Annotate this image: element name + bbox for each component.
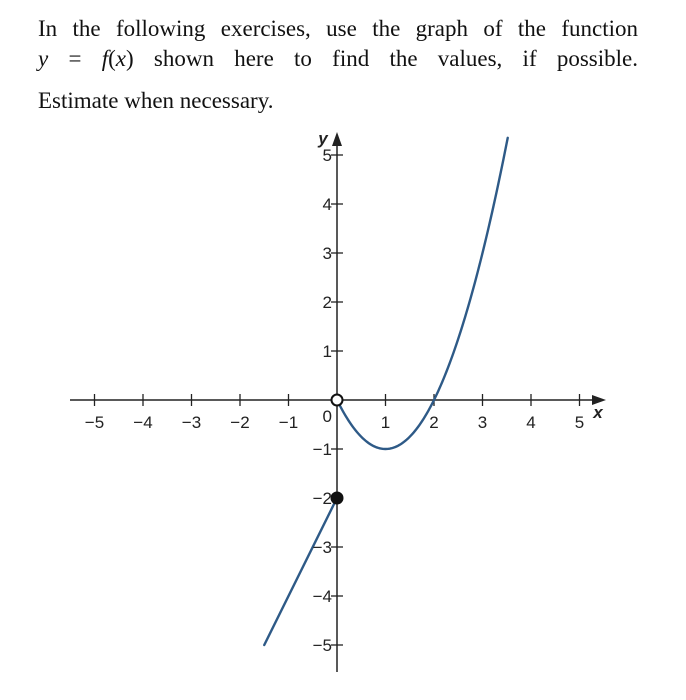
closed-point <box>331 492 343 504</box>
x-axis-name: x <box>593 403 603 422</box>
y-tick-label: −2 <box>312 489 332 508</box>
x-tick-label: 5 <box>574 413 585 432</box>
x-tick-label: 3 <box>477 413 488 432</box>
x-tick-label: 2 <box>429 413 439 432</box>
math-equals: = <box>48 46 102 71</box>
y-axis-arrow <box>332 132 342 146</box>
x-tick-label: 1 <box>380 413 391 432</box>
x-tick-label: 4 <box>526 413 536 432</box>
y-axis-name: y <box>318 129 328 148</box>
y-tick-label: 3 <box>322 244 332 263</box>
y-tick-label: −3 <box>312 538 332 557</box>
series-left-line <box>264 498 337 645</box>
y-tick-label: 1 <box>322 342 332 361</box>
origin-label: 0 <box>322 407 332 426</box>
y-tick-label: 4 <box>322 195 332 214</box>
problem-line-2-rest: shown here to find the values, if possible. <box>153 46 638 71</box>
math-y: y <box>38 46 49 71</box>
curves <box>264 138 507 645</box>
y-tick-label: −4 <box>312 587 332 606</box>
math-x: x <box>115 46 126 71</box>
tick-labels <box>85 129 604 655</box>
math-f: f <box>101 46 109 71</box>
x-tick-label: −4 <box>133 413 153 432</box>
y-tick-label: 5 <box>322 146 332 165</box>
open-point <box>332 395 343 406</box>
y-tick-label: 2 <box>322 293 332 312</box>
math-paren-open: ( <box>108 46 116 71</box>
problem-line-1: In the following exercises, use the graph of the function <box>38 16 638 41</box>
x-tick-label: −1 <box>278 413 299 432</box>
x-tick-label: −5 <box>84 413 105 432</box>
problem-line-3: Estimate when necessary. <box>38 88 274 113</box>
x-tick-label: −3 <box>181 413 202 432</box>
math-paren-close: ) <box>125 46 134 71</box>
x-tick-label: −2 <box>230 413 250 432</box>
y-tick-label: −1 <box>312 440 332 459</box>
y-tick-label: −5 <box>312 636 332 655</box>
